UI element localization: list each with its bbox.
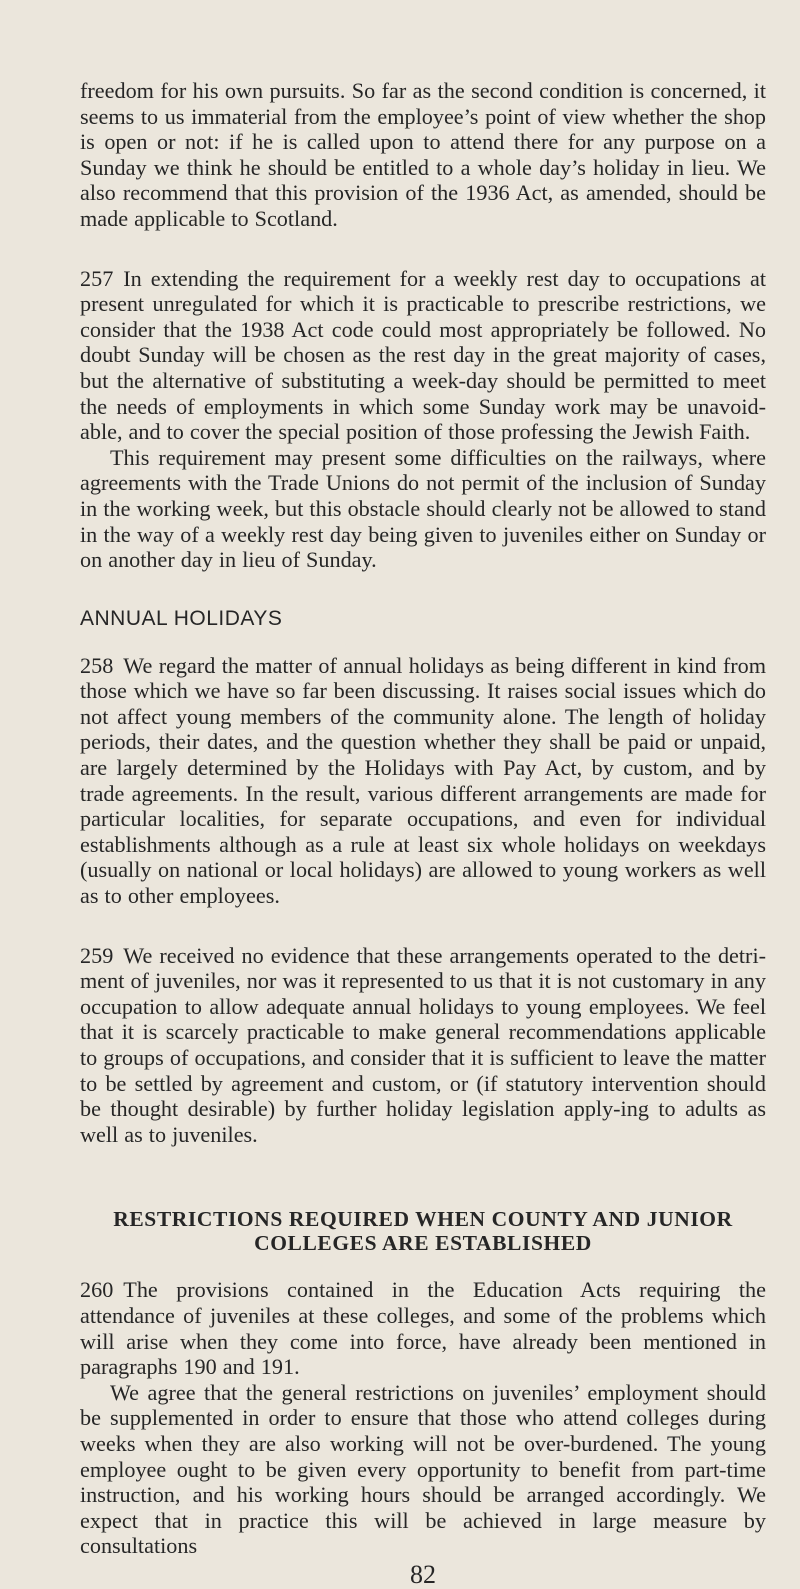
- paragraph-text: The provisions contained in the Education Acts requiring the attendance of juveniles at these colleges, and some of the problems which will arise when they come into force, have already been mentioned in paragraphs 190 and 191.: [80, 1277, 766, 1380]
- paragraph-258: [80, 653, 766, 909]
- heading-restrictions: [80, 1207, 766, 1255]
- paragraph-number: 260: [80, 1277, 114, 1303]
- paragraph-number: 259: [80, 942, 114, 968]
- paragraph-text: In extending the requirement for a weekly rest day to occupations at present unregulated for which it is practicable to prescribe restrictions, we consider that the 1938 Act code could most appropriately be followed. No doubt Sunday will be chosen as the rest day in the great majority of cases, but the alternative of substituting a week-day should be permitted to meet the needs of employments in which some Sunday work may be unavoid-able, and to cover the special position of those professing the Jewish Faith.: [80, 265, 766, 445]
- paragraph-number: 257: [80, 265, 114, 291]
- heading-line-1: RESTRICTIONS REQUIRED WHEN COUNTY AND JUNIOR: [113, 1207, 733, 1232]
- paragraph-259: [80, 943, 766, 1148]
- page-number: 82: [410, 1559, 436, 1589]
- paragraph-number: 258: [80, 652, 114, 678]
- paragraph-257-continuation: This requirement may present some difficulties on the railways, where agreements with the Trade Unions do not permit of the inclusion of Sunday in the working week, but this obstacle should clearly not be allowed to stand in the way of a weekly rest day being given to juveniles either on Sunday or on another day in lieu of Sunday.: [80, 444, 766, 573]
- paragraph-260-continuation: We agree that the general restrictions on juveniles’ employment should be supplemented in order to ensure that those who attend colleges during weeks when they are also working will not be over-burdened. The young employee ought to be given every opportunity to benefit from part-time instruction, and his working hours should be arranged accordingly. We expect that in practice this will be achieved in large measure by consultations: [80, 1379, 766, 1559]
- text-column: [80, 78, 766, 1589]
- paragraph-260: [80, 1277, 766, 1379]
- heading-line-2: COLLEGES ARE ESTABLISHED: [254, 1231, 592, 1256]
- opening-paragraph: freedom for his own pursuits. So far as the second condition is concerned, it seems to us immaterial from the employee’s point of view whether the shop is open or not: if he is called upon to attend there for any purpose on a Sunday we think he should be entitled to a whole day’s holiday in lieu. We also recommend that this provision of the 1936 Act, as amended, should be made applicable to Scotland.: [80, 78, 766, 231]
- heading-annual-holidays: ANNUAL HOLIDAYS: [80, 606, 283, 630]
- paragraph-257: [80, 266, 766, 445]
- paragraph-text: We received no evidence that these arrangements operated to the detri-ment of juveniles, nor was it represented to us that it is not customary in any occupation to allow adequate annual holidays to young employees. We feel that it is scarcely practicable to make general recommendations applicable to groups of occupations, and consider that it is sufficient to leave the matter to be settled by agreement and custom, or (if statutory intervention should be thought desirable) by further holiday legislation apply-ing to adults as well as to juveniles.: [80, 942, 766, 1147]
- paragraph-text: We regard the matter of annual holidays as being different in kind from those which we have so far been discussing. It raises social issues which do not affect young members of the community alone. The length of holiday periods, their dates, and the question whether they shall be paid or unpaid, are largely determined by the Holidays with Pay Act, by custom, and by trade agreements. In the result, various different arrangements are made for particular localities, for separate occupations, and even for individual establishments although as a rule at least six whole holidays on weekdays (usually on national or local holidays) are allowed to young workers as well as to other employees.: [80, 652, 766, 909]
